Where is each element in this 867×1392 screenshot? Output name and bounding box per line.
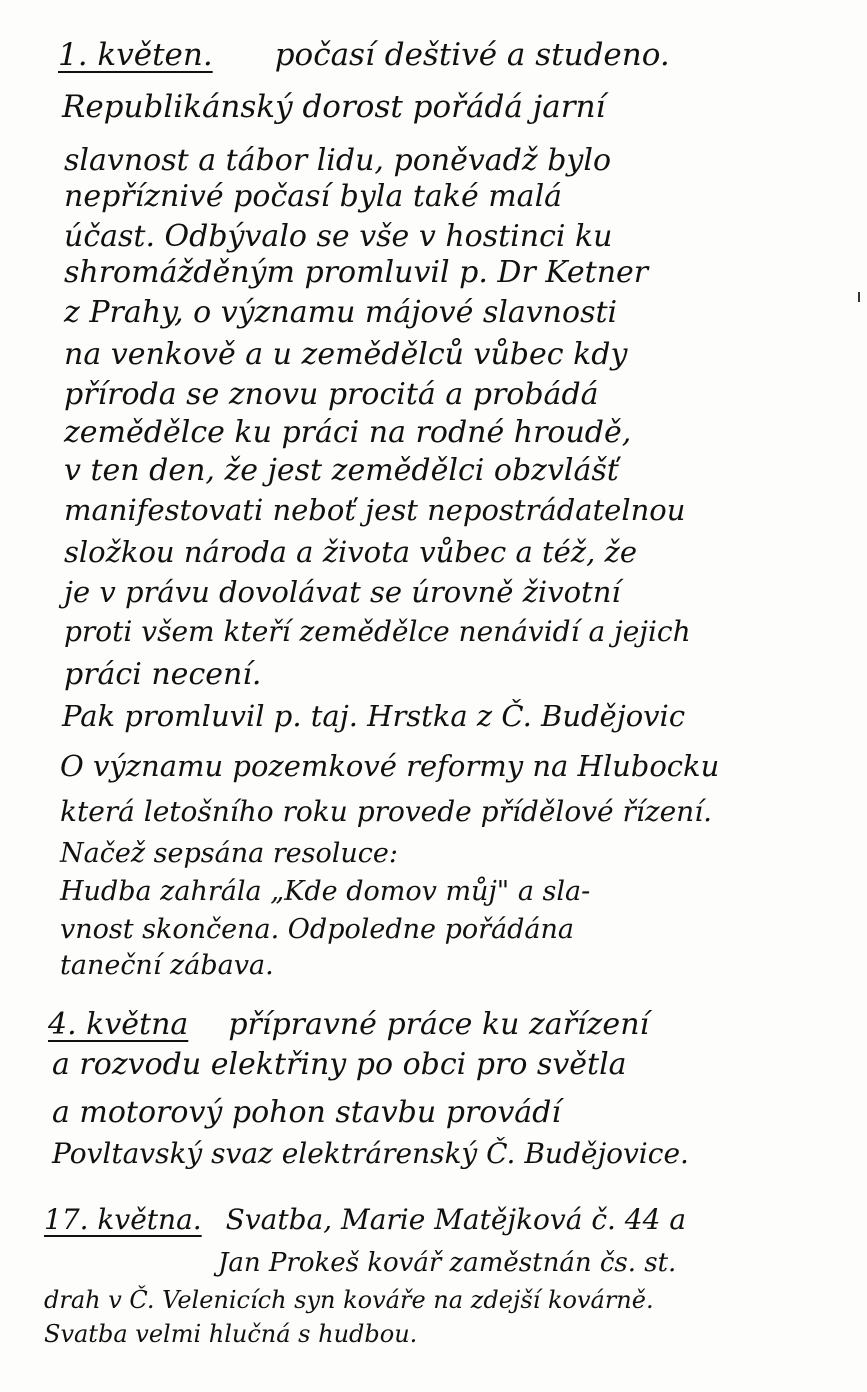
entry-1-line-10: zemědělce ku práci na rodné hroudě, bbox=[64, 415, 632, 450]
entry-1-line-8: na venkově a u zemědělců vůbec kdy bbox=[64, 337, 628, 372]
entry-1-line-14: je v právu dovolávat se úrovně životní bbox=[64, 575, 621, 609]
entry-1-line-9: příroda se znovu procitá a probádá bbox=[64, 377, 599, 412]
entry-2-line-3: a motorový pohon stavbu provádí bbox=[52, 1095, 561, 1130]
entry-text: počasí deštivé a studeno. bbox=[274, 37, 670, 73]
entry-1-line-21: Hudba zahrála „Kde domov můj" a sla- bbox=[60, 876, 591, 907]
entry-1-line-3: slavnost a tábor lidu, poněvadž bylo bbox=[64, 143, 612, 178]
entry-1-line-2: Republikánský dorost pořádá jarní bbox=[62, 89, 606, 125]
entry-text: Svatba, Marie Matějková č. 44 a bbox=[225, 1203, 687, 1236]
margin-mark bbox=[858, 292, 860, 302]
entry-date: 17. května. bbox=[44, 1203, 202, 1236]
entry-1-line-7: z Prahy, o významu májové slavnosti bbox=[64, 295, 618, 330]
entry-1-line-1 bbox=[58, 37, 798, 73]
entry-1-line-18: O významu pozemkové reformy na Hlubocku bbox=[60, 749, 720, 783]
entry-2-line-4: Povltavský svaz elektrárenský Č. Budějovice. bbox=[52, 1137, 689, 1170]
entry-1-line-13: složkou národa a života vůbec a též, že bbox=[64, 535, 637, 569]
entry-1-line-12: manifestovati neboť jest nepostrádatelnou bbox=[64, 493, 686, 527]
entry-1-line-23: taneční zábava. bbox=[60, 950, 274, 981]
entry-1-line-5: účast. Odbývalo se vše v hostinci ku bbox=[64, 219, 613, 254]
entry-1-line-11: v ten den, že jest zemědělci obzvlášť bbox=[64, 453, 619, 488]
entry-2-line-1 bbox=[48, 1007, 650, 1042]
entry-2-line-2: a rozvodu elektřiny po obci pro světla bbox=[52, 1047, 627, 1082]
entry-1-line-4: nepříznivé počasí byla také malá bbox=[64, 179, 563, 214]
entry-1-line-15: proti všem kteří zemědělce nenávidí a jejich bbox=[64, 615, 691, 648]
entry-1-line-19: která letošního roku provede přídělové řízení. bbox=[60, 795, 713, 828]
entry-1-line-6: shromážděným promluvil p. Dr Ketner bbox=[64, 255, 649, 290]
entry-date: 4. května bbox=[48, 1007, 189, 1042]
entry-1-line-16: práci necení. bbox=[64, 657, 262, 692]
entry-1-line-17: Pak promluvil p. taj. Hrstka z Č. Budějovic bbox=[62, 699, 686, 733]
entry-3-line-3: drah v Č. Velenicích syn kováře na zdejší kovárně. bbox=[44, 1286, 654, 1314]
entry-1-line-22: vnost skončena. Odpoledne pořádána bbox=[60, 914, 575, 945]
entry-3-line-4: Svatba velmi hlučná s hudbou. bbox=[44, 1320, 418, 1348]
entry-text: přípravné práce ku zařízení bbox=[228, 1007, 650, 1042]
entry-1-line-20: Načež sepsána resoluce: bbox=[60, 838, 398, 869]
entry-3-line-1 bbox=[44, 1203, 687, 1236]
entry-3-line-2: Jan Prokeš kovář zaměstnán čs. st. bbox=[218, 1248, 677, 1278]
entry-date: 1. květen. bbox=[58, 37, 213, 73]
